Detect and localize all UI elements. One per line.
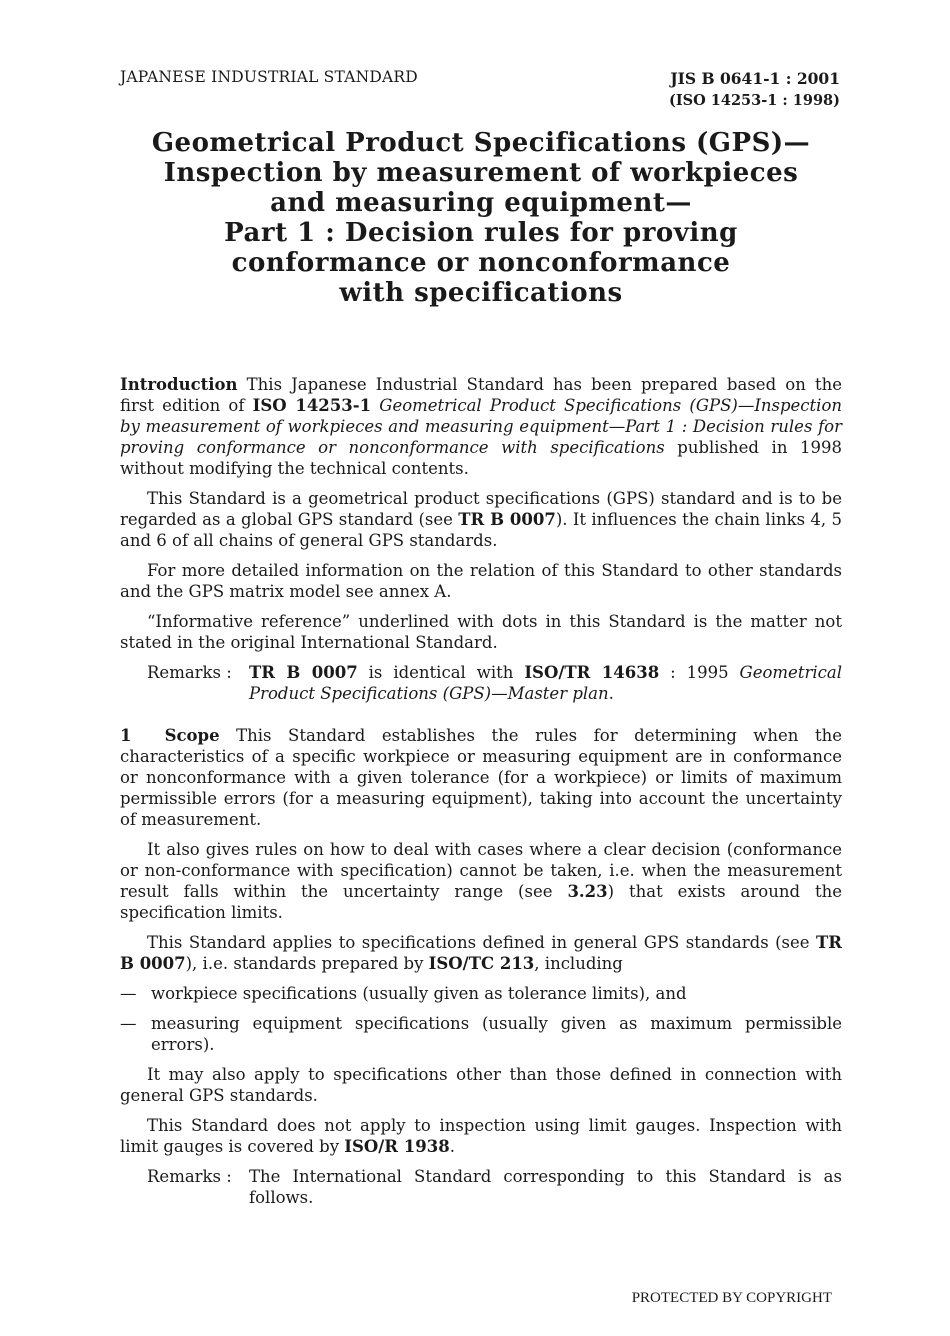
text-run: It also gives rules on how to deal with cases where a clear decision (conformance or non-conformance with specification) cannot be taken, i.e. when the measurement result falls within the uncertainty range (see	[120, 840, 842, 901]
title-line: with specifications	[339, 278, 623, 308]
text-run: This Japanese Industrial Standard has been prepared based on the first edition of	[120, 375, 842, 415]
scope-paragraph-1	[120, 725, 842, 830]
title-line: and measuring equipment—	[270, 188, 692, 218]
list-item	[120, 983, 842, 1004]
reference-tr-b-0007: TR B 0007	[458, 510, 556, 529]
iso-code: (ISO 14253-1 : 1998)	[668, 92, 840, 109]
text-run: published in 1998 without modifying the technical contents.	[120, 438, 842, 478]
list-item-text: measuring equipment specifications (usually given as maximum permissible errors).	[151, 1014, 842, 1054]
text-run: This Standard establishes the rules for determining when the characteristics of a specific workpiece or measuring equipment are in conformance or nonconformance with a given tolerance (for a workpiece) or limits of maximum permissible errors (for a measuring equipment), taking into account the uncertainty of measurement.	[120, 726, 842, 829]
reference-iso-r-1938: ISO/R 1938	[344, 1137, 450, 1156]
text-run: This Standard applies to specifications defined in general GPS standards (see	[147, 933, 816, 952]
text-run: This Standard does not apply to inspection using limit gauges. Inspection with limit gauges is covered by	[120, 1116, 842, 1156]
scope-number: 1	[120, 726, 132, 745]
text-run: ), i.e. standards prepared by	[185, 954, 429, 973]
scope-paragraph-4: It may also apply to specifications other than those defined in connection with general GPS standards.	[120, 1065, 842, 1105]
intro-remark	[147, 662, 842, 704]
reference-iso-tr-14638: ISO/TR 14638	[524, 663, 660, 682]
intro-paragraph-4: “Informative reference” underlined with dots in this Standard is the matter not stated in the original International Standard.	[120, 612, 842, 652]
scope-remark	[147, 1166, 842, 1208]
document-title	[120, 128, 842, 308]
text-run: ). It influences the chain links 4, 5 and 6 of all chains of general GPS standards.	[120, 510, 842, 550]
title-line: Inspection by measurement of workpieces	[163, 158, 799, 188]
remark-label: Remarks :	[147, 1167, 232, 1186]
title-line: Geometrical Product Specifications (GPS)—	[151, 128, 811, 158]
dash-bullet: —	[120, 984, 137, 1003]
title-line: Part 1 : Decision rules for proving	[224, 218, 738, 248]
text-run: .	[449, 1137, 455, 1156]
list-item-text: workpiece specifications (usually given as tolerance limits), and	[151, 984, 687, 1003]
intro-paragraph-3: For more detailed information on the relation of this Standard to other standards and the GPS matrix model see annex A.	[120, 561, 842, 601]
reference-tr-b-0007: TR B 0007	[120, 933, 842, 973]
intro-heading: Introduction	[120, 375, 238, 394]
intro-paragraph-2	[120, 488, 842, 551]
remark-text	[249, 662, 842, 704]
scope-paragraph-2	[120, 839, 842, 923]
text-run: This Standard is a geometrical product specifications (GPS) standard and is to be regarded as a global GPS standard (see	[120, 489, 842, 529]
dash-bullet: —	[120, 1014, 137, 1033]
remark-label: Remarks :	[147, 663, 232, 682]
remark-text: The International Standard corresponding to this Standard is as follows.	[249, 1167, 842, 1207]
text-run: ) that exists around the specification limits.	[120, 882, 842, 922]
text-run: is identical with	[357, 663, 525, 682]
reference-title: Geometrical Product Specifications (GPS)—Master plan	[249, 663, 842, 703]
reference-clause-3-23: 3.23	[567, 882, 608, 901]
header-standard-type: JAPANESE INDUSTRIAL STANDARD	[120, 68, 418, 86]
intro-paragraph-1	[120, 374, 842, 479]
text-run: .	[608, 684, 614, 703]
header-standard-code	[669, 68, 840, 112]
scope-paragraph-3	[120, 932, 842, 974]
scope-paragraph-5	[120, 1115, 842, 1157]
reference-iso-tc-213: ISO/TC 213	[428, 954, 535, 973]
reference-title: Geometrical Product Specifications (GPS)—Inspection by measurement of workpieces and measuring equipment—Part 1 : Decision rules for proving conformance or nonconformance with specifications	[120, 396, 843, 457]
text-run: , including	[534, 954, 623, 973]
text-run: : 1995	[659, 663, 740, 682]
scope-heading: Scope	[164, 726, 220, 745]
jis-code: JIS B 0641-1 : 2001	[670, 69, 840, 88]
document-body	[120, 374, 842, 1217]
copyright-notice: PROTECTED BY COPYRIGHT	[631, 1290, 832, 1306]
reference-tr-b-0007: TR B 0007	[249, 663, 358, 682]
list-item	[120, 1013, 842, 1055]
title-line: conformance or nonconformance	[231, 248, 731, 278]
reference-iso-14253-1: ISO 14253-1	[252, 396, 372, 415]
